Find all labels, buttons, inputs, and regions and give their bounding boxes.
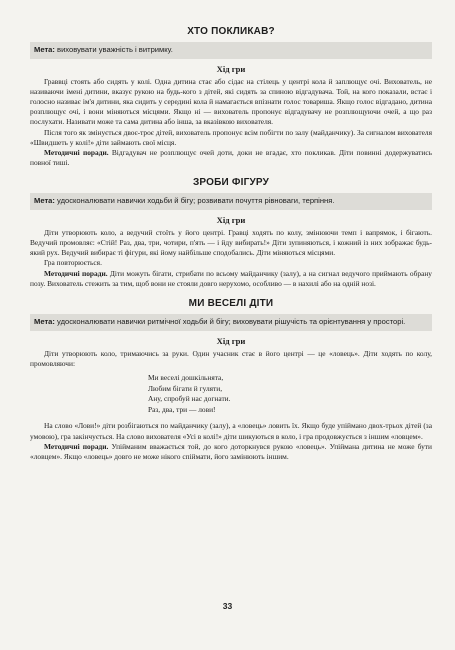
tips-text: Діти можуть бігати, стрибати по всьому майданчику (залу), а на сигнал ведучого приймають обрану позу. Вихователь стежить за тим, щоб вони не стояли довго нерухомо, особливо — в нахилі або на одній нозі. bbox=[30, 268, 432, 288]
goal-label: Мета: bbox=[34, 196, 55, 206]
poem-line: Любим бігати й гуляти, bbox=[148, 383, 223, 393]
page-content bbox=[30, 26, 432, 462]
section-make-figure bbox=[30, 177, 432, 289]
goal-box bbox=[30, 42, 432, 59]
method-tips bbox=[30, 148, 432, 168]
paragraph: Діти утворюють коло, тримаючись за руки. Один учасник стає в його центрі — це «ловець». Діти ходять по колу, промовляючи: bbox=[30, 348, 432, 368]
section-who-called bbox=[30, 26, 432, 168]
game-progress-heading: Хід гри bbox=[216, 214, 246, 225]
goal-text: виховувати уважність і витримку. bbox=[54, 45, 173, 54]
paragraph: На слово «Лови!» діти розбігаються по майданчику (залу), а «ловець» ловить їх. Якщо буде упіймано двох-трьох дітей (за умовою), гра закінчується. На слово вихователя «Усі в колі!» діти шикуються в коло, і гра продовжується з іншим «ловцем». bbox=[30, 421, 432, 441]
tips-text: Відгадувач не розплющує очей доти, доки не вгадає, хто покликав. Діти повинні додержуватись повної тиші. bbox=[30, 147, 433, 168]
game-progress-heading: Хід гри bbox=[216, 335, 246, 346]
tips-text: Упійманим вважається той, до кого доторкнувся рукою «ловець». Упіймана дитина не може бути «ловцем». Якщо «ловець» довго не може нікого спіймати, його замінюють іншим. bbox=[30, 441, 432, 461]
method-tips bbox=[30, 269, 432, 289]
poem-line: Раз, два, три — лови! bbox=[148, 404, 216, 414]
page-number: 33 bbox=[222, 601, 233, 611]
section-title: МИ ВЕСЕЛІ ДІТИ bbox=[188, 298, 274, 310]
paragraph: Граввці стоять або сидять у колі. Одна дитина стає або сідає на стілець у центрі кола й заплющує очі. Вихователь, не називаючи імені дитини, вказує рукою на будь-кого з дітей, які сидять за спиною відгадувача. Той, на кого показали, встає і голосно називає ім'я дитини, яка сидить у середині кола й намагається впізнати голос товариша. Якщо голос відгадано, дитина розплющує очі, і вони міняються місцями. Якщо ні — вихователь пропонує відгадувачу не розплющуючи очей, а що раз послухати. Називати може та сама дитина або інша, за вказівкою вихователя. bbox=[30, 76, 432, 127]
section-happy-kids bbox=[30, 298, 432, 462]
tips-label: Методичні поради. bbox=[44, 147, 109, 157]
poem bbox=[148, 373, 432, 415]
goal-label: Мета: bbox=[34, 45, 55, 54]
tips-label: Методичні поради. bbox=[44, 268, 108, 278]
section-title: ЗРОБИ ФІГУРУ bbox=[192, 177, 270, 189]
goal-box bbox=[30, 314, 432, 331]
paragraph: Діти утворюють коло, а ведучий стоїть у його центрі. Гравці ходять по колу, змінюючи темп і вапрямок, і бігають. Ведучий промовляє: «Стій! Раз, два, три, чотири, п'ять — і йду вибирать!» Діти зупиняються, і кожний із них зображає будь-який рух. Ведучий вибирає ті фігури, які йому найбільше сподобались. Діти міняються місцями. bbox=[30, 227, 432, 258]
method-tips bbox=[30, 442, 432, 462]
tips-label: Методичні поради. bbox=[44, 441, 109, 451]
goal-box bbox=[30, 193, 432, 210]
goal-text: удосконалювати навички ритмічної ходьби й бігу; виховувати рішучість та орієнтування у просторі. bbox=[54, 317, 406, 327]
paragraph: Після того як змінується двоє-троє дітей, вихователь пропонує всім побігти по залу (майданчику). За сигналом вихователя «Швидшеть у колі!» діти займають свої місця. bbox=[30, 127, 432, 147]
game-progress-heading: Хід гри bbox=[216, 63, 246, 74]
section-title: ХТО ПОКЛИКАВ? bbox=[187, 26, 275, 37]
poem-line: Ми веселі дошкільнята, bbox=[148, 372, 224, 382]
goal-text: удосконалювати навички ходьби й бігу; розвивати почуття рівноваги, терпіння. bbox=[54, 196, 335, 206]
paragraph: Гра повторюється. bbox=[44, 258, 102, 268]
goal-label: Мета: bbox=[34, 317, 55, 327]
poem-line: Ану, спробуй нас догнати. bbox=[148, 394, 231, 404]
